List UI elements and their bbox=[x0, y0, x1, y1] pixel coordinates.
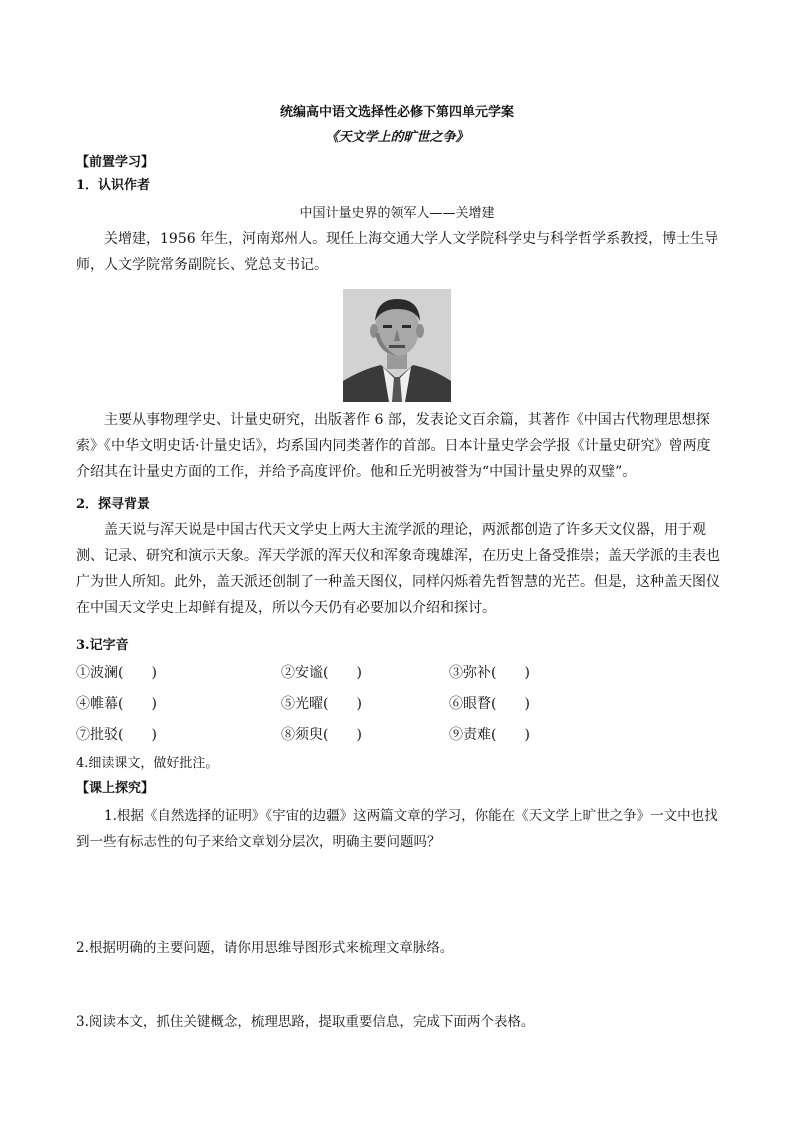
question-3: 3.阅读本文，抓住关键概念，梳理思路，提取重要信息，完成下面两个表格。 bbox=[76, 1014, 535, 1030]
document-title: 统编高中语文选择性必修下第四单元学案 bbox=[279, 105, 514, 120]
item2-label: 2．探寻背景 bbox=[76, 497, 151, 512]
word-item: ①波澜( ) bbox=[76, 665, 157, 681]
question-2: 2.根据明确的主要问题，请你用思维导图形式来梳理文章脉络。 bbox=[76, 940, 454, 956]
word-item: ⑥眼瞀( ) bbox=[449, 696, 530, 712]
author-work-text: 主要从事物理学史、计量史研究，出版著作 6 部，发表论文百余篇，其著作《中国古代物理思想探索》《中华文明史话·计量史话》，均系国内同类著作的首部。日本计量史学会学报《计量史研究》曾两度介绍其在计量史方面的工作，并给予高度评价。他和丘光明被誉为“中国计量史界的双璧”。 bbox=[76, 412, 711, 480]
author-bio-text: 关增建，1956 年生，河南郑州人。现任上海交通大学人文学院科学史与科学哲学系教授，博士生导师，人文学院常务副院长、党总支书记。 bbox=[76, 231, 719, 273]
question-1-text: 1.根据《自然选择的证明》《宇宙的边疆》这两篇文章的学习，你能在《天文学上旷世之争》一文中也找到一些有标志性的句子来给文章划分层次，明确主要问题吗？ bbox=[76, 808, 718, 850]
word-item: ⑨责难( ) bbox=[449, 727, 530, 743]
document-subtitle: 《天文学上的旷世之争》 bbox=[325, 130, 469, 145]
item1-label: 1．认识作者 bbox=[76, 178, 151, 193]
word-item: ②安谧( ) bbox=[281, 665, 362, 681]
item3-label: 3.记字音 bbox=[76, 638, 129, 653]
item4-label: 4.细读课文，做好批注。 bbox=[76, 756, 219, 771]
author-subtitle: 中国计量史界的领军人——关增建 bbox=[299, 206, 495, 221]
background-text: 盖天说与浑天说是中国古代天文学史上两大主流学派的理论，两派都创造了许多天文仪器，用于观测、记录、研究和演示天象。浑天学派的浑天仪和浑象奇瑰雄浑，在历史上备受推崇；盖天学派的圭表也广为世人所知。此外，盖天派还创制了一种盖天图仪，同样闪烁着先哲智慧的光芒。但是，这种盖天图仪在中国天文学史上却鲜有提及，所以今天仍有必要加以介绍和探讨。 bbox=[76, 522, 720, 616]
section-heading-class: 【课上探究】 bbox=[76, 781, 155, 796]
word-item: ⑤光曜( ) bbox=[281, 696, 362, 712]
question-1 bbox=[76, 803, 722, 855]
word-item: ③弥补( ) bbox=[449, 665, 530, 681]
word-item: ④帷幕( ) bbox=[76, 696, 157, 712]
word-item: ⑧须臾( ) bbox=[281, 727, 362, 743]
author-bio-paragraph bbox=[76, 226, 722, 278]
section-heading-pre: 【前置学习】 bbox=[76, 155, 155, 170]
author-work-paragraph bbox=[76, 407, 722, 485]
word-item: ⑦批驳( ) bbox=[76, 727, 157, 743]
background-paragraph bbox=[76, 517, 722, 621]
author-portrait-icon bbox=[343, 289, 451, 402]
